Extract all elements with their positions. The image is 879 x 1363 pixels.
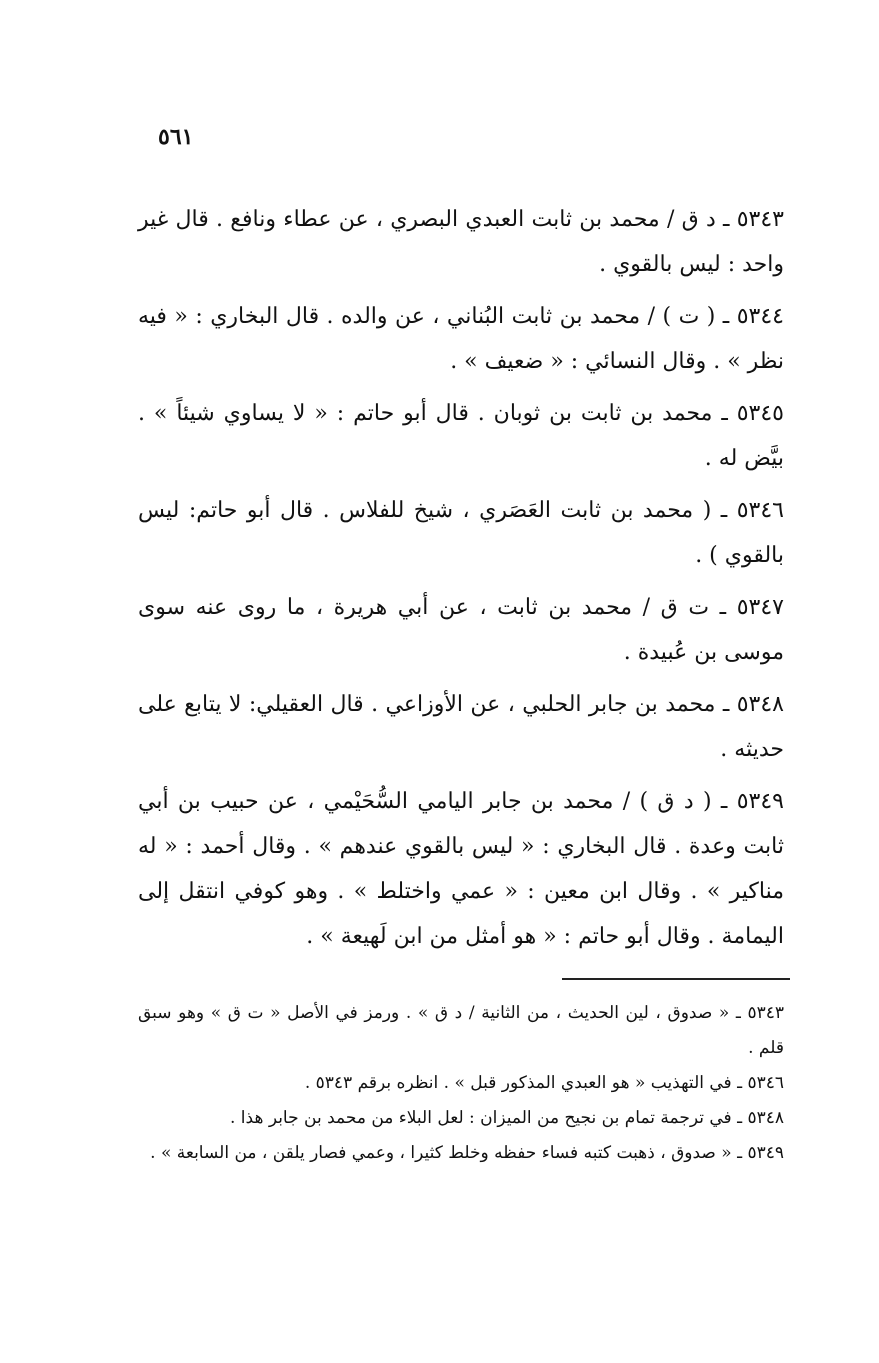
footnote-5346: ٥٣٤٦ ـ في التهذيب « هو العبدي المذكور قبل » . انظره برقم ٥٣٤٣ .: [304, 1073, 784, 1093]
entry-5346: ٥٣٤٦ ـ ( محمد بن ثابت العَصَري ، شيخ للفلاس . قال أبو حاتم: ليس بالقوي ) .: [138, 498, 784, 568]
footnote-divider: [562, 978, 790, 980]
footnote-5349: ٥٣٤٩ ـ « صدوق ، ذهبت كتبه فساء حفظه وخلط كثيرا ، وعمي فصار يلقن ، من السابعة » .: [150, 1143, 784, 1163]
footnotes: [138, 996, 784, 1171]
entry-5349: ٥٣٤٩ ـ ( د ق ) / محمد بن جابر اليامي السُّحَيْمي ، عن حبيب بن أبي ثابت وعدة . قال البخاري : « ليس بالقوي عندهم » . وقال أحمد : « له مناكير » . وقال ابن معين : « عمي واختلط » . وهو كوفي انتقل إلى اليمامة . وقال أبو حاتم : « هو أمثل من ابن لَهيعة » .: [138, 789, 784, 949]
footnote-5343: ٥٣٤٣ ـ « صدوق ، لين الحديث ، من الثانية / د ق » . ورمز في الأصل « ت ق » وهو سبق قلم .: [138, 1003, 784, 1058]
entry-5343: ٥٣٤٣ ـ د ق / محمد بن ثابت العبدي البصري ، عن عطاء ونافع . قال غير واحد : ليس بالقوي .: [138, 207, 784, 277]
entry-5347: ٥٣٤٧ ـ ت ق / محمد بن ثابت ، عن أبي هريرة ، ما روى عنه سوى موسى بن عُبيدة .: [138, 595, 784, 665]
footnote-5348: ٥٣٤٨ ـ في ترجمة تمام بن نجيح من الميزان : لعل البلاء من محمد بن جابر هذا .: [230, 1108, 784, 1128]
main-text: [138, 197, 784, 966]
entry-5344: ٥٣٤٤ ـ ( ت ) / محمد بن ثابت البُناني ، عن والده . قال البخاري : « فيه نظر » . وقال النسائي : « ضعيف » .: [138, 304, 784, 374]
page-number: ٥٦١: [158, 124, 194, 150]
entry-5345: ٥٣٤٥ ـ محمد بن ثابت بن ثوبان . قال أبو حاتم : « لا يساوي شيئاً » . بيَّض له .: [138, 401, 784, 471]
entry-5348: ٥٣٤٨ ـ محمد بن جابر الحلبي ، عن الأوزاعي . قال العقيلي: لا يتابع على حديثه .: [138, 692, 784, 762]
